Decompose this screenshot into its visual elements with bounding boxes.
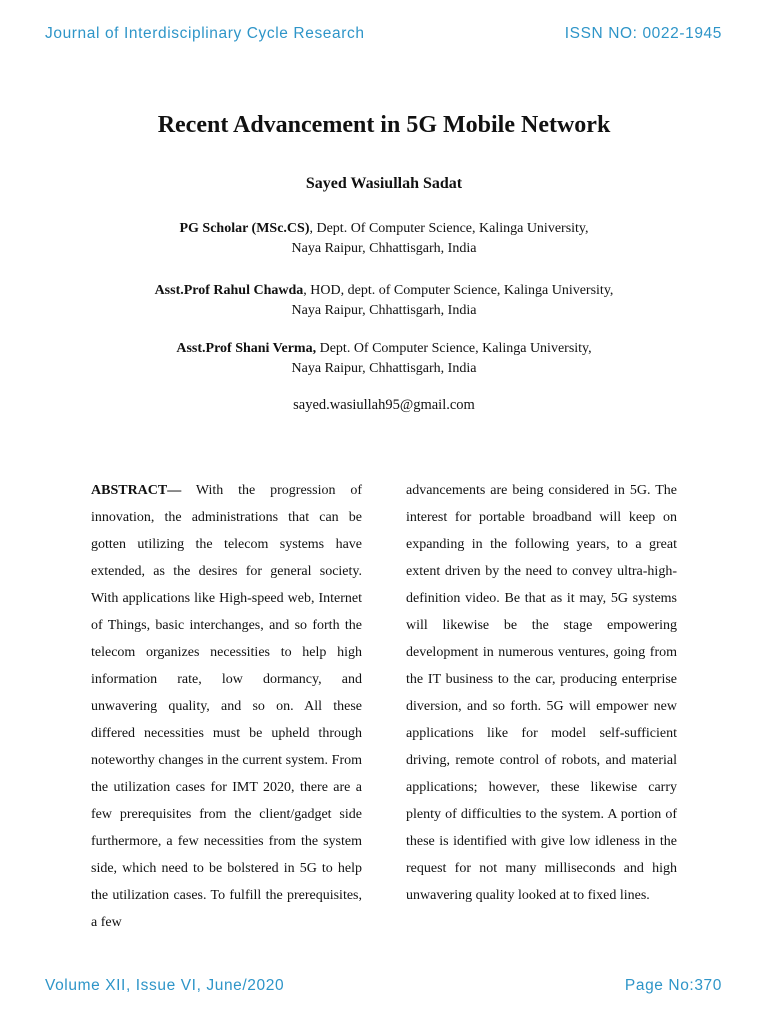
affiliation-2 <box>0 281 768 321</box>
affiliation-1-line2: Naya Raipur, Chhattisgarh, India <box>291 241 477 256</box>
abstract-text-right: advancements are being considered in 5G. The interest for portable broadband will keep on expanding in the following years, to a great extent driven by the need to convey ultra-high-definition video. Be that as it may, 5G systems will likewise be the stage empowering development in numerous ventures, going from the IT business to the car, producing enterprise diversion, and so forth. 5G will empower new applications like for model self-sufficient driving, remote control of robots, and material applications; however, these likewise carry plenty of difficulties to the system. A portion of these is identified with give low idleness in the request for not many milliseconds and high unwavering quality looked at to fixed lines. <box>406 483 677 903</box>
affiliation-3-name: Asst.Prof Shani Verma, <box>176 341 317 356</box>
journal-name: Journal of Interdisciplinary Cycle Research <box>45 25 365 42</box>
author-name: Sayed Wasiullah Sadat <box>305 175 463 192</box>
affiliation-2-line2: Naya Raipur, Chhattisgarh, India <box>291 303 477 318</box>
affiliation-2-line1: , HOD, dept. of Computer Science, Kalinga University, <box>303 283 614 298</box>
abstract-column-left <box>91 477 362 936</box>
author-email: sayed.wasiullah95@gmail.com <box>293 397 475 413</box>
page-number: Page No:370 <box>624 977 722 994</box>
abstract-label: ABSTRACT— <box>91 483 182 498</box>
issn-number: ISSN NO: 0022-1945 <box>564 25 722 42</box>
affiliation-3 <box>0 339 768 379</box>
abstract-column-right <box>406 477 677 909</box>
affiliation-2-name: Asst.Prof Rahul Chawda <box>154 283 304 298</box>
abstract-text-left: With the progression of innovation, the administrations that can be gotten utilizing the telecom systems have extended, as the desires for general society. With applications like High-speed web, Internet of Things, basic interchanges, and so forth the telecom organizes necessities to help high information rate, low dormancy, and unwavering quality, and so on. All these differed necessities must be upheld through noteworthy changes in the current system. From the utilization cases for IMT 2020, there are a few prerequisites from the client/gadget side furthermore, a few necessities from the system side, which need to be bolstered in 5G to help the utilization cases. To fulfill the prerequisites, a few <box>91 483 362 930</box>
volume-issue: Volume XII, Issue VI, June/2020 <box>45 977 285 994</box>
affiliation-3-line2: Naya Raipur, Chhattisgarh, India <box>291 361 477 376</box>
affiliation-3-line1: Dept. Of Computer Science, Kalinga University, <box>316 341 592 356</box>
affiliation-1-line1: , Dept. Of Computer Science, Kalinga University, <box>309 221 589 236</box>
affiliation-1-name: PG Scholar (MSc.CS) <box>179 221 310 236</box>
affiliation-1 <box>0 219 768 259</box>
paper-title: Recent Advancement in 5G Mobile Network <box>157 112 611 138</box>
